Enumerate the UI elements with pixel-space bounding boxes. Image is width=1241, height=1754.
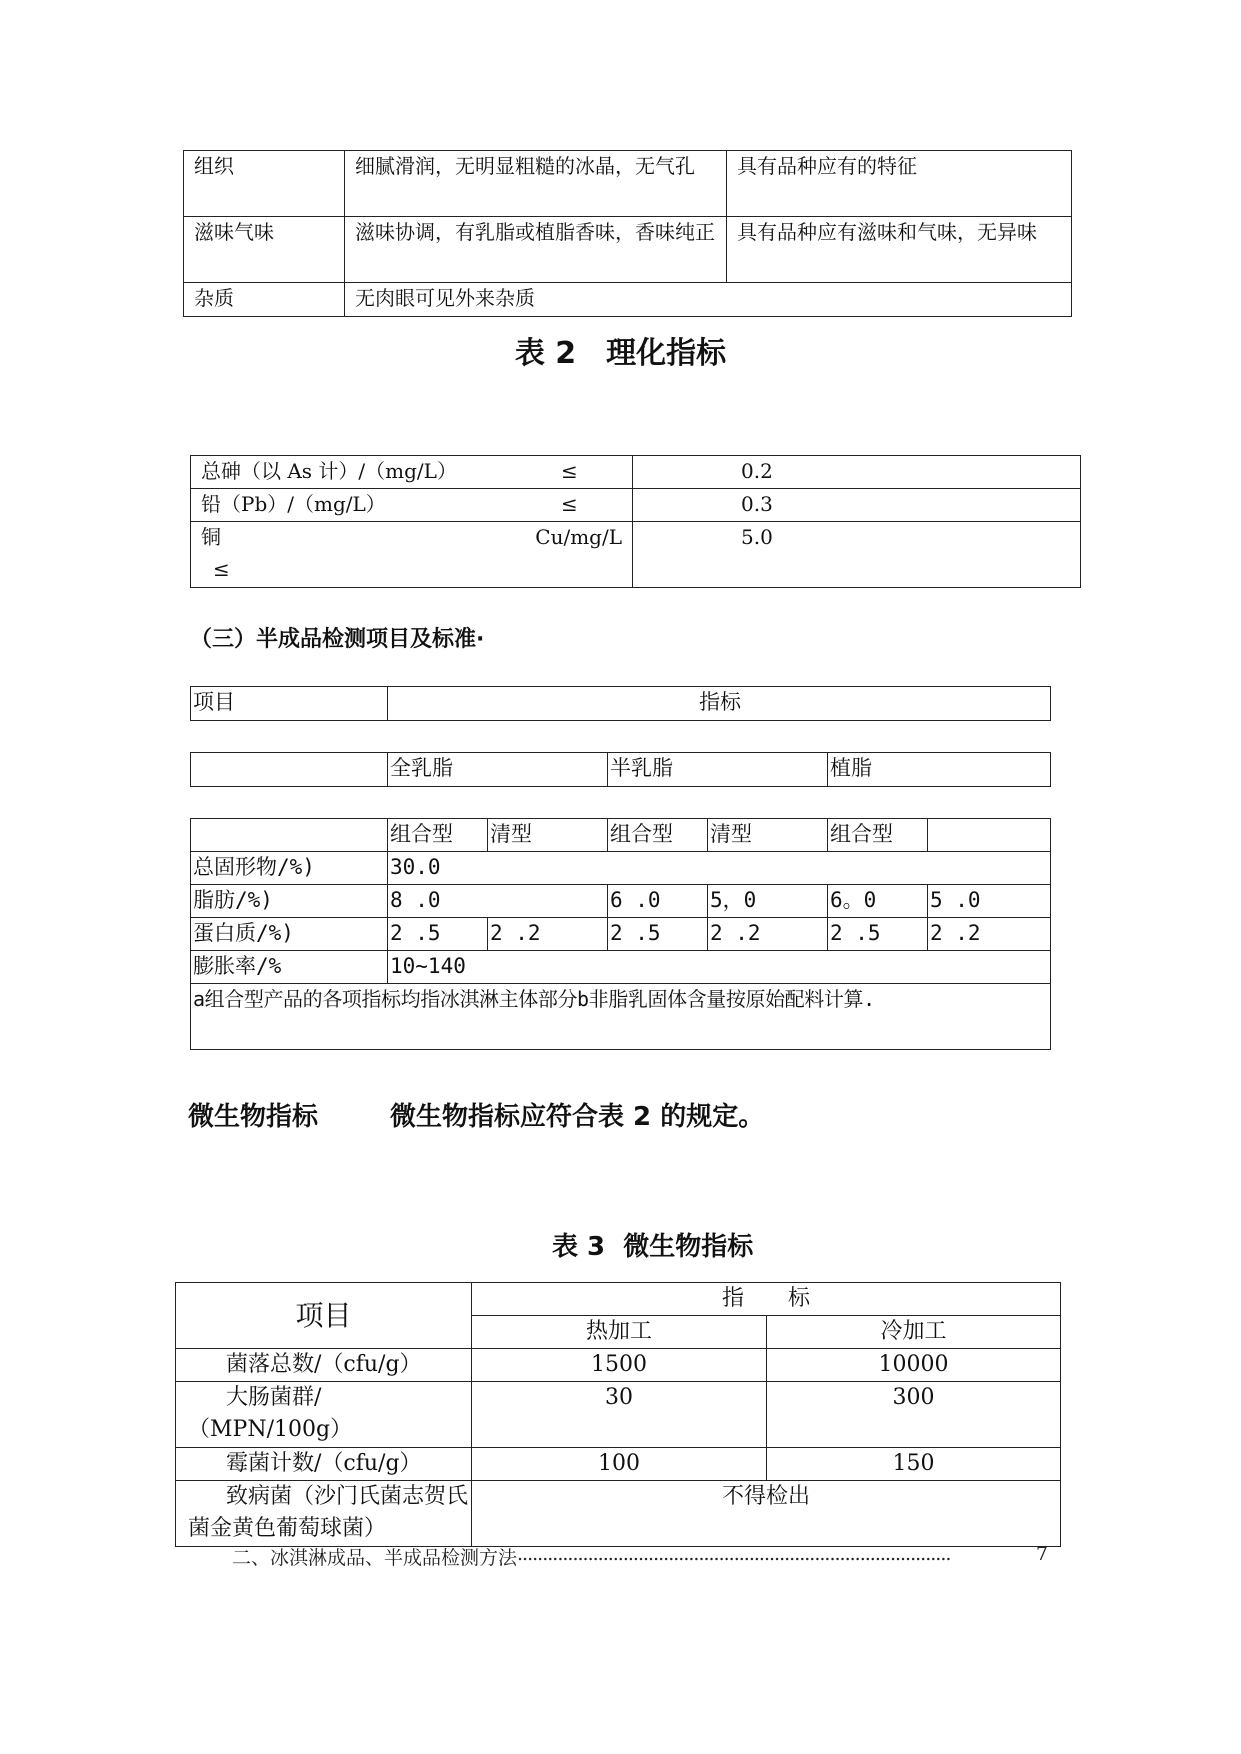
semi-fat-label: 脂肪/%) xyxy=(191,885,388,918)
semi-protein-value: 2 .2 xyxy=(488,918,608,951)
micro-row-hot: 100 xyxy=(472,1448,767,1481)
semi-type-blank xyxy=(191,819,388,852)
semi-header-item: 项目 xyxy=(191,687,388,721)
sensory-row-name: 滋味气味 xyxy=(184,217,345,283)
sensory-table xyxy=(183,150,1072,317)
micro-row-item: 菌落总数/（cfu/g） xyxy=(176,1349,472,1382)
physchem-value: 0.2 xyxy=(633,456,1081,489)
physchem-item-label: 铜 xyxy=(201,525,221,549)
physchem-item xyxy=(191,522,633,588)
semi-fat-value: 5 .0 xyxy=(928,885,1051,918)
semi-protein-value: 2 .5 xyxy=(608,918,708,951)
section3-title: （三）半成品检测项目及标准· xyxy=(190,627,485,652)
table2-title: 表 2 理化指标 xyxy=(514,336,727,371)
semi-fat-value: 6 .0 xyxy=(608,885,708,918)
sensory-row-requirement: 细腻滑润，无明显粗糙的冰晶，无气孔 xyxy=(345,151,727,217)
semi-protein-label: 蛋白质/%) xyxy=(191,918,388,951)
physchem-le-sign: ≤ xyxy=(561,459,578,483)
semi-type: 组合型 xyxy=(608,819,708,852)
semi-type: 清型 xyxy=(488,819,608,852)
micro-row-cold: 150 xyxy=(767,1448,1061,1481)
semi-header-index: 指标 xyxy=(388,687,1051,721)
physchem-item xyxy=(191,489,633,522)
micro-table xyxy=(175,1282,1061,1547)
semi-group: 全乳脂 xyxy=(388,753,608,787)
semi-protein-value: 2 .5 xyxy=(828,918,928,951)
sensory-row-requirement-2: 具有品种应有滋味和气味，无异味 xyxy=(727,217,1072,283)
physchem-unit: Cu/mg/L xyxy=(535,525,622,549)
semi-fat-value: 5，0 xyxy=(708,885,828,918)
toc-entry-text: 二、冰淇淋成品、半成品检测方法 xyxy=(232,1547,518,1569)
semi-type: 组合型 xyxy=(388,819,488,852)
semi-solids-label: 总固形物/%) xyxy=(191,852,388,885)
semi-protein-value: 2 .2 xyxy=(708,918,828,951)
semi-note: a组合型产品的各项指标均指冰淇淋主体部分b非脂乳固体含量按原始配料计算. xyxy=(191,984,1051,1050)
physchem-le-sign: ≤ xyxy=(561,492,578,516)
table3-title: 表 3 微生物指标 xyxy=(552,1232,754,1262)
physchem-item-label: 总砷（以 As 计）/（mg/L） xyxy=(201,459,457,483)
micro-header-item: 项目 xyxy=(176,1283,472,1349)
toc-page-number: 7 xyxy=(1035,1543,1048,1565)
micro-header-hot: 热加工 xyxy=(472,1316,767,1349)
semi-fat-value: 8 .0 xyxy=(388,885,608,918)
semi-type xyxy=(928,819,1051,852)
semi-type: 组合型 xyxy=(828,819,928,852)
physchem-item-label: 铅（Pb）/（mg/L） xyxy=(201,492,386,516)
toc-line[interactable] xyxy=(232,1543,1048,1571)
semi-solids-value: 30.0 xyxy=(388,852,1051,885)
semi-expansion-value: 10~140 xyxy=(388,951,1051,984)
semi-protein-value: 2 .2 xyxy=(928,918,1051,951)
sensory-row-requirement: 滋味协调，有乳脂或植脂香味，香味纯正 xyxy=(345,217,727,283)
sensory-row-name: 组织 xyxy=(184,151,345,217)
micro-header-index: 指 标 xyxy=(472,1283,1061,1316)
sensory-row-name: 杂质 xyxy=(184,283,345,317)
toc-dots: ...................................................................................... xyxy=(517,1543,951,1565)
physchem-table xyxy=(190,455,1081,588)
physchem-value: 0.3 xyxy=(633,489,1081,522)
semi-protein-value: 2 .5 xyxy=(388,918,488,951)
physchem-value: 5.0 xyxy=(633,522,1081,588)
physchem-le-sign: ≤ xyxy=(213,557,230,581)
sensory-row-requirement: 无肉眼可见外来杂质 xyxy=(345,283,1072,317)
semi-groups-table xyxy=(190,752,1051,787)
semi-header-table xyxy=(190,686,1051,721)
sensory-row-requirement-2: 具有品种应有的特征 xyxy=(727,151,1072,217)
semi-groups-blank xyxy=(191,753,388,787)
micro-row-item: 大肠菌群/（MPN/100g） xyxy=(176,1382,472,1448)
semi-type: 清型 xyxy=(708,819,828,852)
micro-row-item: 霉菌计数/（cfu/g） xyxy=(176,1448,472,1481)
semi-values-table xyxy=(190,818,1051,1050)
micro-row-hot: 30 xyxy=(472,1382,767,1448)
micro-row-hot: 1500 xyxy=(472,1349,767,1382)
micro-text: 微生物指标应符合表 2 的规定。 xyxy=(390,1102,765,1132)
micro-header-cold: 冷加工 xyxy=(767,1316,1061,1349)
physchem-item xyxy=(191,456,633,489)
micro-label: 微生物指标 xyxy=(188,1102,319,1132)
semi-fat-value: 6。0 xyxy=(828,885,928,918)
semi-group: 半乳脂 xyxy=(608,753,828,787)
micro-row-cold: 10000 xyxy=(767,1349,1061,1382)
micro-pathogen-item: 致病菌（沙门氏菌志贺氏菌金黄色葡萄球菌） xyxy=(176,1481,472,1547)
micro-pathogen-value: 不得检出 xyxy=(472,1481,1061,1547)
semi-expansion-label: 膨胀率/% xyxy=(191,951,388,984)
micro-row-cold: 300 xyxy=(767,1382,1061,1448)
semi-group: 植脂 xyxy=(828,753,1051,787)
